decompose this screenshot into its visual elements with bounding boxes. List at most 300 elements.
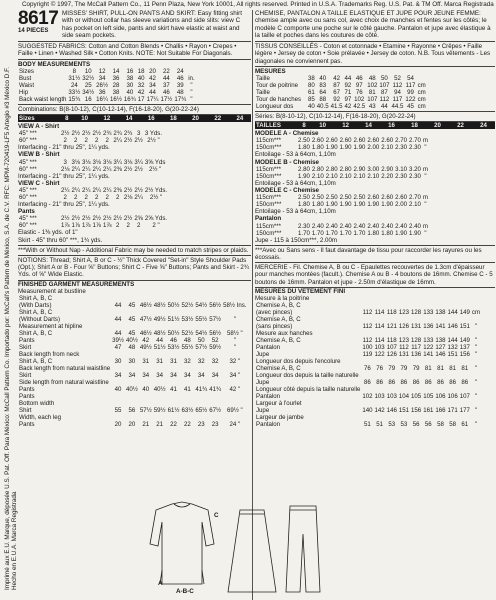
cell-value: 2½ [134, 137, 143, 145]
cell-value [447, 330, 459, 337]
cell-value [459, 316, 471, 323]
cell-value: 54 [407, 75, 414, 82]
cell-value: 81 [424, 365, 432, 373]
cell-value: 20 [114, 421, 122, 429]
finished-measurements-table [18, 295, 248, 428]
body-measurements-title-fr: MESURES [255, 67, 286, 75]
cell-value: 112 [379, 96, 390, 103]
cell-value: 126 [398, 323, 410, 331]
cell-value: 128 [411, 337, 422, 345]
cell-value: 2.40 [367, 222, 380, 230]
cell-value: 2.10 [353, 172, 366, 180]
cell-value: 103 [386, 393, 397, 401]
cell-value: 25 [84, 81, 92, 89]
cell-value: 81 [368, 89, 376, 96]
cell-value: 156 [459, 351, 470, 359]
cell-value [222, 393, 247, 400]
cell-value: 32½ [82, 74, 95, 82]
cell-value: 2.30 [409, 144, 421, 152]
cell-value [139, 351, 153, 358]
cell-value: 2.60 [367, 137, 380, 145]
pants-title: Pants [18, 208, 35, 216]
cell-value: 137 [459, 344, 470, 352]
table-row [255, 194, 429, 201]
cell-value [222, 309, 247, 316]
cell-value: 47½ [139, 316, 152, 324]
cell-value: 151 [398, 407, 410, 415]
table-row [18, 337, 248, 344]
cell-value [139, 309, 153, 316]
pants-drawing [286, 506, 320, 592]
row-label: 115cm*** [256, 165, 281, 173]
body-measurements [18, 60, 251, 105]
cell-value: 1.90 [325, 144, 338, 152]
shirt-back-drawing [150, 502, 214, 584]
cell-value: 42 [142, 337, 150, 345]
cell-value [111, 400, 125, 407]
cell-value [447, 386, 459, 393]
table-row [255, 323, 481, 330]
cell-value: 166 [435, 407, 446, 415]
skirt-yardage: Skirt - 45" thru 60" ***, 1¾ yds. [18, 236, 103, 244]
cell-value: 1.90 [381, 201, 394, 209]
cell-value [434, 372, 446, 379]
cell-value: 53½ [167, 344, 180, 352]
cell-value: 2¼ [134, 194, 143, 202]
cell-value [111, 309, 125, 316]
cell-value: 114 [374, 309, 385, 317]
cell-value: " [474, 365, 478, 373]
cell-value [398, 386, 410, 393]
cell-value: 51½ [167, 316, 180, 324]
finished-measurements-table-fr [255, 302, 481, 428]
row-label: 115cm*** [256, 137, 281, 145]
cell-value: 2.40 [353, 222, 366, 230]
cell-value [422, 302, 434, 309]
cell-value: 56 [128, 407, 136, 415]
cell-value: 2 [84, 194, 88, 202]
size-combinations-fr: Séries: B(8-10-12), C(10-12-14), F(16-18-20), G(20-22-24) [255, 112, 495, 122]
cell-value: 106 [447, 393, 458, 401]
cell-value: 107 [367, 96, 378, 103]
cell-value: 106 [435, 393, 446, 401]
cell-value: " [474, 323, 478, 331]
cell-value [361, 386, 373, 393]
cell-value [447, 302, 459, 309]
cell-value: 1.90 [353, 144, 366, 152]
table-row [255, 414, 481, 421]
cell-value [447, 372, 459, 379]
cell-value: 44 [156, 337, 164, 345]
cell-value: 22 [457, 122, 464, 130]
cell-value: 51 [376, 421, 383, 429]
table-row [18, 222, 168, 229]
cell-value [181, 323, 195, 330]
table-row [18, 194, 168, 201]
table-row [18, 372, 248, 379]
cell-value [125, 393, 139, 400]
cell-value: 144 [447, 337, 458, 345]
cell-value: 16½ [110, 95, 122, 103]
cell-value: " [190, 95, 193, 103]
suggested-fabrics: SUGGESTED FABRICS: Cotton and Cotton Blends • Challis • Rayon • Crepes • Faille • Linen • Washed Silk • Cotton Knits. NOTE: Not Suitable For Diagonals. [18, 42, 251, 59]
view-a-interfacing-fr: Entoilage - 53 à 64cm, 1,10m [255, 151, 336, 159]
cell-value [167, 295, 181, 302]
row-label: Pantalon [256, 421, 281, 429]
cell-value: 49½ [139, 344, 152, 352]
cell-value: 94 [394, 89, 401, 96]
cell-value: 1.90 [409, 229, 421, 237]
size-combinations: Combinations: B(8-10-12), C(10-12-14), F(16-18-20), G(20-22-24) [18, 105, 251, 115]
table-row [255, 386, 481, 393]
header-fr [255, 10, 495, 42]
cell-value: 2½ Yds. [144, 187, 168, 195]
cell-value [459, 330, 471, 337]
view-c-interfacing: Interfacing - 21" thru 25", 1¼ yds. [18, 201, 110, 209]
row-label: Taille [256, 89, 270, 96]
cell-value [208, 400, 222, 407]
notions-fr: MERCERIE - Fil. Chemise A, B ou C - Epaulettes recouvertes de 1.3cm d'épaisseur pour manches montées (facult.). Chemise A ou B - 4 boutons de 16mm. Chemise C - 5 boutons de 16mm. Pantalon et jupe - 2.50m d'élastique de 16mm. [255, 263, 495, 288]
row-label: 60" *** [19, 194, 37, 202]
row-label: Jupe [256, 351, 270, 359]
cell-value [398, 330, 410, 337]
cell-value: 48 [176, 88, 184, 96]
cell-value: 52½ [181, 330, 194, 338]
cell-value: 1.80 [311, 201, 324, 209]
table-row [255, 358, 481, 365]
row-label: Shirt A, B, C [19, 295, 53, 303]
cell-value: 2.70 [395, 137, 407, 145]
cell-value: 161 [423, 407, 434, 415]
cell-value: 3.20 [409, 165, 421, 173]
cell-value: 8 [65, 115, 69, 122]
cell-value: 117 [405, 82, 416, 89]
yardage-fr [255, 129, 495, 246]
copyright-line: Copyright © 1997, The McCall Pattern Co., 11 Penn Plaza, New York 10001, All rights reserved. Printed in U.S.A. Trademarks Reg. U.S. Pat. & TM Off. Marca Registrada [22, 1, 494, 8]
cell-value: 2¾ [102, 130, 112, 138]
cell-value: 46 [355, 75, 363, 82]
view-a-interfacing: Interfacing - 21" thru 25", 1¼ yds. [18, 144, 110, 152]
cell-value [459, 372, 471, 379]
cell-value [194, 295, 208, 302]
pants-table-fr [255, 223, 429, 237]
cell-value: 107 [379, 82, 390, 89]
cell-value: 56 [424, 421, 432, 429]
pants-elastic: Elastic - 1⅜ yds. of 1" [18, 229, 78, 237]
cell-value: 34 [114, 372, 122, 380]
cell-value [167, 393, 181, 400]
cell-value: 20 [434, 122, 441, 130]
cell-value: m [422, 165, 428, 173]
cell-value: 133 [423, 337, 434, 345]
cell-value: 34 [149, 81, 156, 89]
row-label: Largeur de jambe [256, 414, 304, 422]
cell-value [374, 414, 386, 421]
view-c-table-fr [255, 194, 429, 208]
cell-value: " [190, 88, 193, 96]
cell-value: 23 [211, 421, 219, 429]
cell-value: 3⅝ Yds [144, 158, 166, 166]
cell-value: 86 [461, 379, 469, 387]
table-row [18, 351, 248, 358]
cell-value: 2 [115, 194, 120, 202]
cell-value: 2.90 [353, 165, 366, 173]
row-label: Pants [19, 421, 35, 429]
side-text-2: Hecho en E.U.A. Marca Registrada [11, 491, 18, 590]
cell-value: 86 [412, 379, 420, 387]
cell-value: 2.10 [325, 172, 338, 180]
cell-value: 1.70 [353, 229, 366, 237]
table-row [18, 400, 248, 407]
cell-value: 44 [114, 316, 122, 324]
cell-value: 43 [368, 103, 376, 110]
cell-value: 138 [435, 337, 446, 345]
cell-value: 2.50 [325, 194, 338, 202]
cell-value: 48 [128, 344, 136, 352]
cell-value: 58 [449, 421, 457, 429]
row-label: 150cm*** [256, 229, 282, 237]
header [18, 10, 251, 42]
cell-value [410, 400, 422, 407]
cell-value [125, 400, 139, 407]
cell-value: 22 [214, 115, 222, 122]
cell-value: 1.90 [339, 144, 352, 152]
table-row [18, 330, 248, 337]
cell-value: " [474, 407, 478, 415]
cell-value: 132 [447, 344, 458, 352]
cell-value [125, 309, 139, 316]
row-label: Tour de hanches [256, 96, 302, 103]
cell-value [386, 400, 398, 407]
cell-value: " [474, 344, 478, 352]
row-label: Chemise A, B, C [256, 365, 301, 373]
cell-value: 24 " [229, 421, 241, 429]
view-b-title-fr: MODELE B - Chemise [255, 158, 319, 166]
cell-value: 54½ [195, 302, 208, 310]
cell-value: 133 [423, 309, 434, 317]
cell-value [447, 414, 459, 421]
label-view-abc: A-B-C [176, 588, 194, 595]
cell-value: 46½ [139, 302, 152, 310]
cell-value: 15¾ [68, 95, 81, 103]
cell-value: 88 [319, 96, 327, 103]
finished-measurements-fr [255, 288, 495, 428]
cell-value: 2 [84, 137, 88, 145]
cell-value: 1.70 [339, 229, 352, 237]
table-row [255, 103, 427, 110]
cell-value [111, 414, 125, 421]
cell-value [374, 316, 386, 323]
cell-value: 2½ " [147, 137, 160, 145]
row-label: Shirt A, B, C [19, 358, 53, 366]
cell-value [361, 400, 373, 407]
cell-value [459, 358, 471, 365]
cell-value [153, 393, 167, 400]
cell-value [139, 400, 153, 407]
cell-value: " [233, 316, 236, 324]
skirt-yardage-fr: Jupe - 115 à 150cm***, 2.00m [255, 236, 338, 244]
table-row [18, 323, 248, 330]
cell-value: 2.50 [298, 194, 310, 202]
cell-value: 1.90 [395, 229, 407, 237]
cell-value [125, 323, 139, 330]
cell-value: 44 [149, 88, 156, 96]
cell-value: 44 [114, 302, 122, 310]
cell-value: 2 [95, 194, 99, 202]
cell-value: 117 [411, 344, 421, 352]
cell-value [208, 295, 222, 302]
cell-value: 59½ [209, 344, 222, 352]
table-row [18, 379, 248, 386]
cell-value: 12 [98, 67, 106, 75]
cell-value [222, 414, 247, 421]
cell-value: 2.60 [381, 194, 394, 202]
side-legal-text [2, 40, 16, 600]
cell-value: 2.40 [325, 222, 338, 230]
view-a-table-fr [255, 137, 429, 151]
cell-value: 122 [374, 351, 385, 359]
cell-value: " [190, 81, 193, 89]
cell-value: 1.80 [298, 201, 310, 209]
cell-value: cm [417, 103, 426, 110]
cell-value: 41¾ [209, 386, 222, 394]
cell-value: " [424, 201, 427, 209]
cell-value: 50½ [167, 302, 180, 310]
row-label: Skirt [19, 344, 32, 352]
cell-value: 42 [149, 74, 156, 82]
cell-value: 14 [365, 122, 372, 130]
table-row [18, 358, 248, 365]
cell-value: 20 [128, 421, 136, 429]
cell-value: 2.10 [339, 172, 352, 180]
row-label: Tour de poitrine [256, 82, 299, 89]
cell-value: 40 [114, 386, 122, 394]
row-label: Side length from natural waistline [19, 379, 109, 387]
cell-value: 99 [407, 89, 414, 96]
finished-measurements-title: FINISHED GARMENT MEASUREMENTS [18, 280, 135, 288]
cell-value: 40½ [126, 337, 138, 345]
cell-value: 2¾ [113, 130, 122, 138]
cell-value: 2½ [102, 215, 112, 223]
cell-value: 18 [169, 115, 177, 122]
cell-value: 102 [367, 82, 378, 89]
pieces-count: 14 PIECES [18, 28, 49, 34]
cell-value [398, 414, 410, 421]
cell-value: 40 [126, 88, 134, 96]
garment-line-drawings [130, 500, 360, 598]
cell-value: 1.90 [353, 201, 366, 209]
cell-value: 2.50 [311, 194, 324, 202]
cell-value: 3¼ [134, 158, 143, 166]
row-label: 60" *** [19, 222, 37, 230]
view-a-title-fr: MODELE A - Chemise [255, 130, 319, 138]
table-row [18, 393, 248, 400]
cell-value: 21 [142, 421, 150, 429]
cell-value: 1.80 [381, 229, 394, 237]
cell-value [153, 379, 167, 386]
yardage [18, 122, 251, 246]
cell-value [208, 309, 222, 316]
row-label: 45" *** [19, 187, 37, 195]
cell-value: 1⅞ [81, 222, 91, 230]
cell-value: 37 [163, 81, 170, 89]
cell-value [181, 393, 195, 400]
cell-value: 136 [423, 323, 434, 331]
cell-value: 38 [126, 74, 134, 82]
cell-value [111, 295, 125, 302]
table-row [255, 173, 429, 180]
cell-value [111, 393, 125, 400]
table-row [18, 137, 163, 144]
cell-value [459, 386, 471, 393]
cell-value [153, 414, 167, 421]
cell-value: 40½ [153, 386, 166, 394]
table-row [18, 414, 248, 421]
row-label: (avec pinces) [256, 309, 293, 317]
cell-value [447, 316, 459, 323]
row-label: Chemise A, B, C [256, 302, 301, 310]
cell-value: 86 [424, 379, 432, 387]
table-row [18, 316, 248, 323]
cell-value [139, 365, 153, 372]
cell-value: 28 [112, 81, 120, 89]
cell-value: 1.70 [298, 229, 310, 237]
sizes-bar [18, 115, 251, 122]
cell-value [194, 365, 208, 372]
cell-value: 3⅛ [71, 158, 80, 166]
cell-value: 20 [192, 115, 199, 122]
cell-value [422, 316, 434, 323]
cell-value [111, 323, 125, 330]
cell-value: cm [417, 96, 426, 103]
cell-value: 51 [364, 421, 371, 429]
cell-value: 24 [176, 67, 184, 75]
cell-value: 31 [142, 358, 150, 366]
cell-value [222, 295, 247, 302]
cell-value [125, 351, 139, 358]
cell-value: 16 [388, 122, 395, 130]
cell-value: m [422, 137, 428, 145]
cell-value: 64 [319, 89, 327, 96]
table-row [18, 309, 248, 316]
cell-value: 40 [319, 75, 327, 82]
cell-value: 2½ [71, 215, 80, 223]
cell-value: 16 [126, 67, 134, 75]
table-row [255, 372, 481, 379]
table-row [255, 393, 481, 400]
row-label: Hip [19, 88, 29, 96]
label-view-c: C [214, 512, 219, 519]
cell-value: 14 [112, 67, 120, 75]
cell-value: 14 [125, 115, 133, 122]
cell-value: 1.70 [325, 229, 338, 237]
cell-value: 2⅝ [134, 215, 143, 223]
cell-value: 122 [423, 344, 434, 352]
cell-value: 142 [374, 407, 385, 415]
cell-value: 48½ [153, 330, 166, 338]
cell-value [208, 414, 222, 421]
cell-value: 67½ [209, 407, 222, 415]
cell-value [422, 414, 434, 421]
cell-value: 42 " [229, 386, 241, 394]
cell-value: 47 [114, 344, 122, 352]
table-row [18, 82, 196, 89]
cell-value [194, 400, 208, 407]
cell-value: 39½ [112, 337, 124, 345]
cell-value: " [474, 421, 478, 429]
cell-value: 2¼ [102, 165, 112, 173]
table-row [255, 230, 429, 237]
